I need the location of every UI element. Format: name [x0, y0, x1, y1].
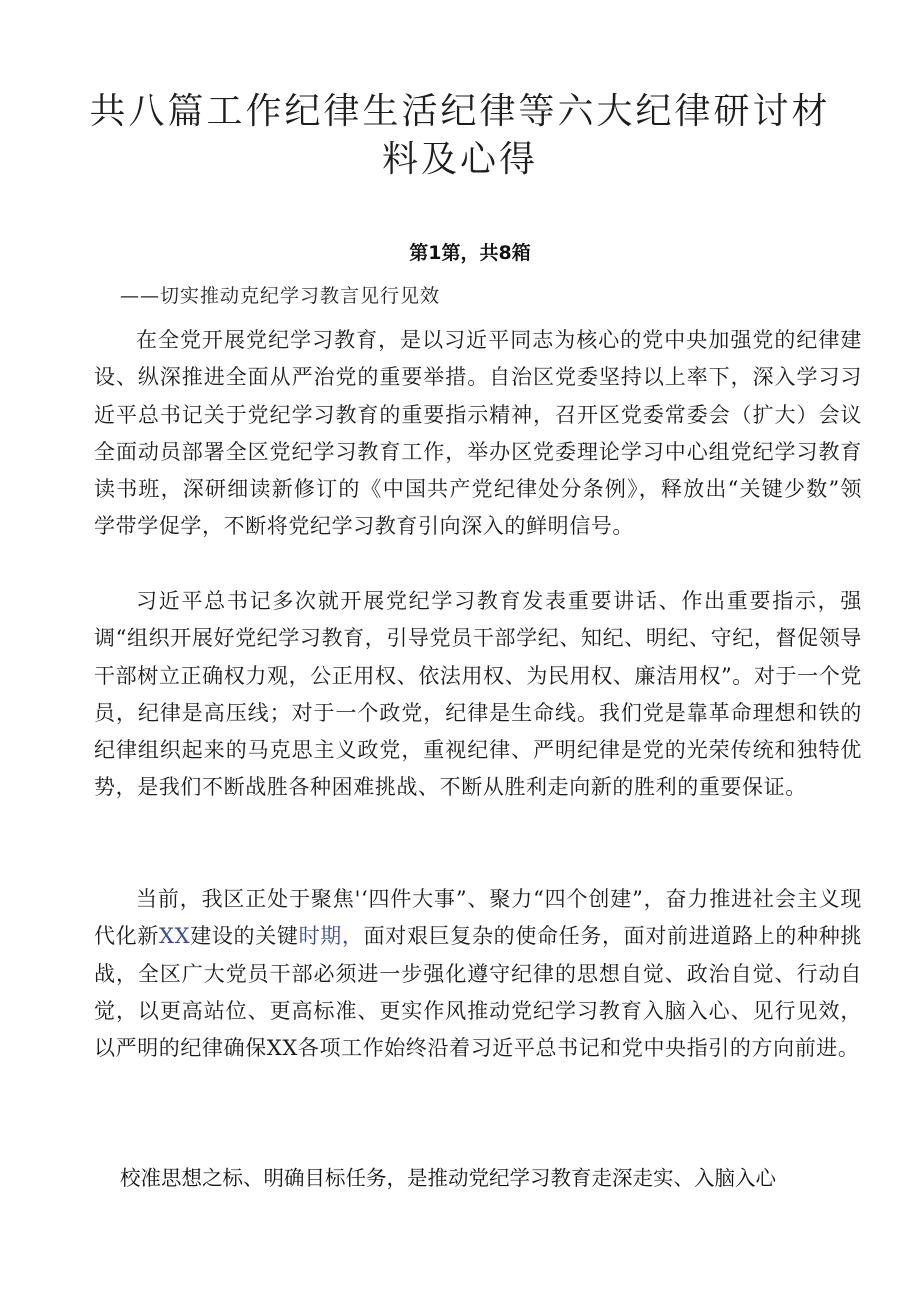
paragraph-3-text-middle: 建设的关键	[190, 924, 299, 949]
paragraph-3-text-before: 当前，我区正处于聚焦'‘四件大事”、聚力“四个创建”，奋力推进社会主义现代化新	[94, 887, 862, 949]
highlight-xx: XX	[159, 924, 191, 949]
paragraph-2: 习近平总书记多次就开展党纪学习教育发表重要讲话、作出重要指示，强调“组织开展好党纪学习教育，引导党员干部学纪、知纪、明纪、守纪，督促领导干部树立正确权力观，公正用权、依法用权、为民用权、廉洁用权”。对于一个党员，纪律是高压线；对于一个政党，纪律是生命线。我们党是靠革命理想和铁的纪律组织起来的马克思主义政党，重视纪律、严明纪律是党的光荣传统和独特优势，是我们不断战胜各种困难挑战、不断从胜利走向新的胜利的重要保证。	[94, 589, 862, 800]
truncated-last-line: 校准思想之标、明确目标任务，是推动党纪学习教育走深走实、入脑入心	[120, 1166, 776, 1190]
highlight-period: 时期，	[298, 924, 364, 949]
part-label: 第1第，共8箱	[409, 242, 531, 264]
paragraph-1: 在全党开展党纪学习教育，是以习近平同志为核心的党中央加强党的纪律建设、纵深推进全面从严治党的重要举措。自治区党委坚持以上率下，深入学习习近平总书记关于党纪学习教育的重要指示精神，召开区党委常委会（扩大）会议全面动员部署全区党纪学习教育工作，举办区党委理论学习中心组党纪学习教育读书班，深研细读新修订的《中国共产党纪律处分条例》，释放出“关键少数”领学带学促学，不断将党纪学习教育引向深入的鲜明信号。	[94, 328, 862, 539]
paragraph-3	[94, 881, 862, 1067]
paragraph-3-text-after: 面对艰巨复杂的使命任务，面对前进道路上的种种挑战，全区广大党员干部必须进一步强化遵守纪律的思想自觉、政治自觉、行动自觉，以更高站位、更高标准、更实作风推动党纪学习教育入脑入心、见行见效，以严明的纪律确保XX各项工作始终沿着习近平总书记和党中央指引的方向前进。	[94, 924, 862, 1061]
document-title: 共八篇工作纪律生活纪律等六大纪律研讨材料及心得	[89, 91, 831, 180]
subtitle: ——切实推动克纪学习教言见行见效	[120, 285, 441, 307]
